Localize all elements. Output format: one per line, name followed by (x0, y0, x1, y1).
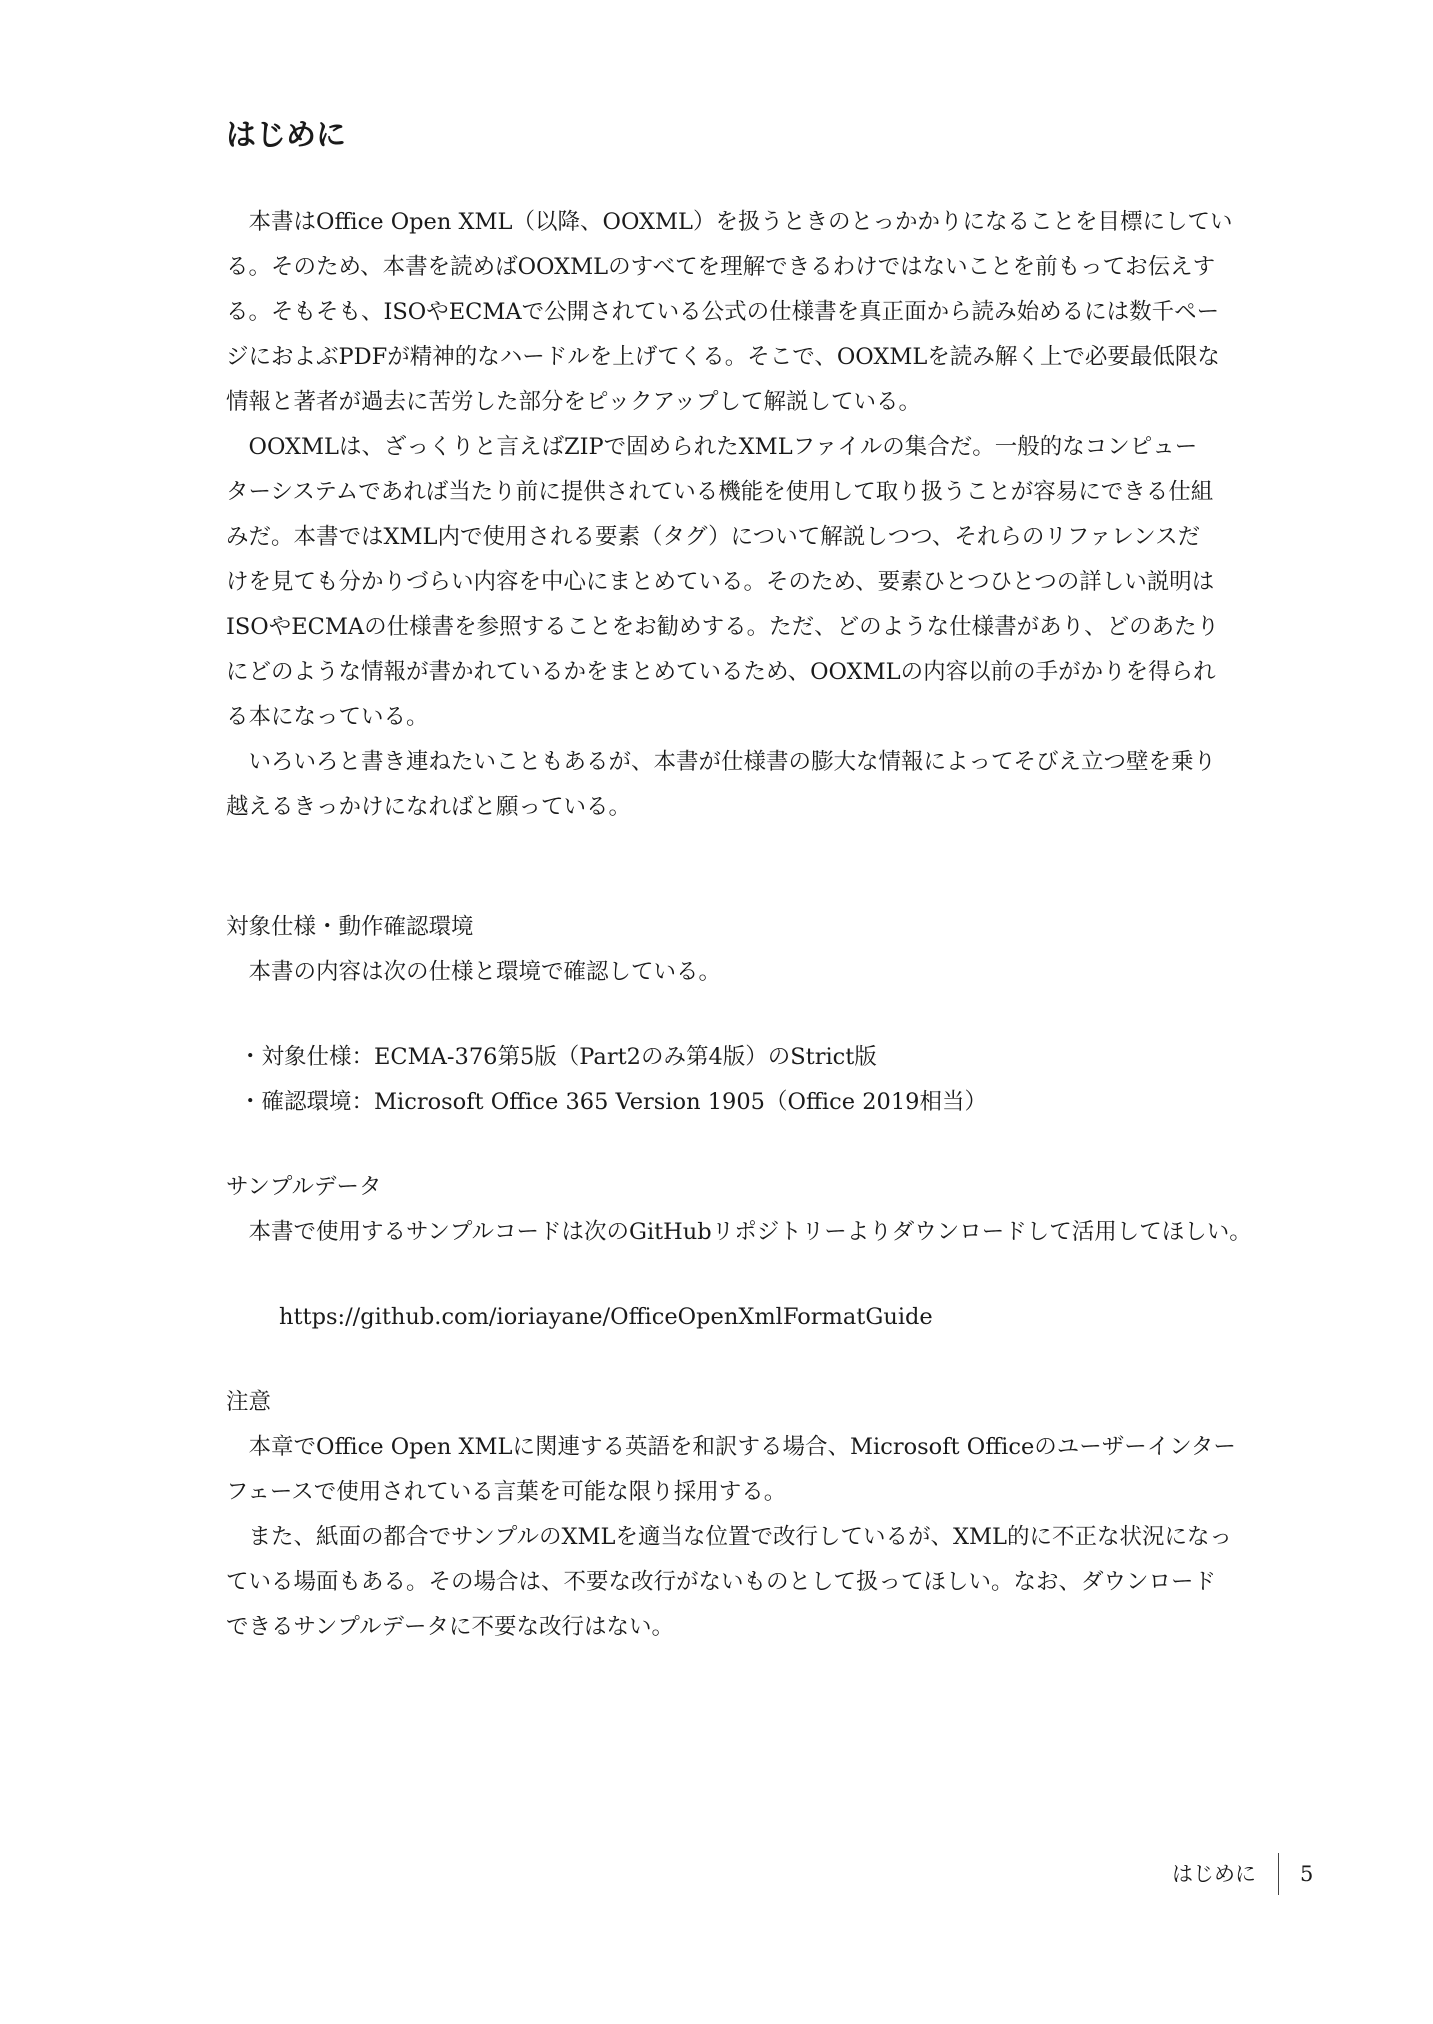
body-text-line: にどのような情報が書かれているかをまとめているため、OOXMLの内容以前の手がかりを得られ (226, 659, 1216, 685)
page-title: はじめに (226, 118, 346, 153)
body-text-line: できるサンプルデータに不要な改行はない。 (226, 1614, 674, 1640)
body-text-line: ターシステムであれば当たり前に提供されている機能を使用して取り扱うことが容易にできる仕組 (226, 479, 1214, 505)
body-text-line: る。そもそも、ISOやECMAで公開されている公式の仕様書を真正面から読み始めるには数千ペー (226, 299, 1220, 325)
body-text-line: OOXMLは、ざっくりと言えばZIPで固められたXMLファイルの集合だ。一般的なコンピュー (226, 434, 1198, 460)
body-text-line: また、紙面の都合でサンプルのXMLを適当な位置で改行しているが、XML的に不正な状況になっ (226, 1524, 1232, 1550)
spec-item: ・対象仕様：ECMA-376第5版（Part2のみ第4版）のStrict版 (239, 1044, 877, 1070)
footer-divider (1278, 1853, 1279, 1895)
repository-url[interactable]: https://github.com/ioriayane/OfficeOpenXmlFormatGuide (279, 1304, 933, 1330)
footer-section-title: はじめに (1172, 1862, 1256, 1886)
body-text-line: みだ。本書ではXML内で使用される要素（タグ）について解説しつつ、それらのリファレンスだ (226, 524, 1201, 550)
sample-lead: 本書で使用するサンプルコードは次のGitHubリポジトリーよりダウンロードして活用してほしい。 (226, 1219, 1252, 1245)
spec-item: ・確認環境：Microsoft Office 365 Version 1905（Office 2019相当） (239, 1089, 987, 1115)
body-text-line: ている場面もある。その場合は、不要な改行がないものとして扱ってほしい。なお、ダウンロード (226, 1569, 1217, 1595)
section-heading-caution: 注意 (226, 1389, 272, 1415)
body-text-line: ISOやECMAの仕様書を参照することをお勧めする。ただ、どのような仕様書があり、どのあたり (226, 614, 1220, 640)
spec-lead: 本書の内容は次の仕様と環境で確認している。 (226, 959, 722, 985)
body-text-line: ジにおよぶPDFが精神的なハードルを上げてくる。そこで、OOXMLを読み解く上で必要最低限な (226, 344, 1220, 370)
page-number: 5 (1300, 1862, 1314, 1886)
body-text-line: 情報と著者が過去に苦労した部分をピックアップして解説している。 (226, 389, 922, 415)
section-heading-spec: 対象仕様・動作確認環境 (226, 914, 474, 940)
body-text-line: 本書はOffice Open XML（以降、OOXML）を扱うときのとっかかりになることを目標にしてい (226, 209, 1233, 235)
section-heading-sample: サンプルデータ (226, 1174, 382, 1200)
body-text-line: フェースで使用されている言葉を可能な限り採用する。 (226, 1479, 787, 1505)
body-text-line: る本になっている。 (226, 704, 429, 730)
body-text-line: けを見ても分かりづらい内容を中心にまとめている。そのため、要素ひとつひとつの詳しい説明は (226, 569, 1215, 595)
body-text-line: 本章でOffice Open XMLに関連する英語を和訳する場合、Microsoft Officeのユーザーインター (226, 1434, 1236, 1460)
body-text-line: いろいろと書き連ねたいこともあるが、本書が仕様書の膨大な情報によってそびえ立つ壁を乗り (226, 749, 1217, 775)
body-text-line: 越えるきっかけになればと願っている。 (226, 794, 632, 820)
body-text-line: る。そのため、本書を読めばOOXMLのすべてを理解できるわけではないことを前もってお伝えす (226, 254, 1216, 280)
